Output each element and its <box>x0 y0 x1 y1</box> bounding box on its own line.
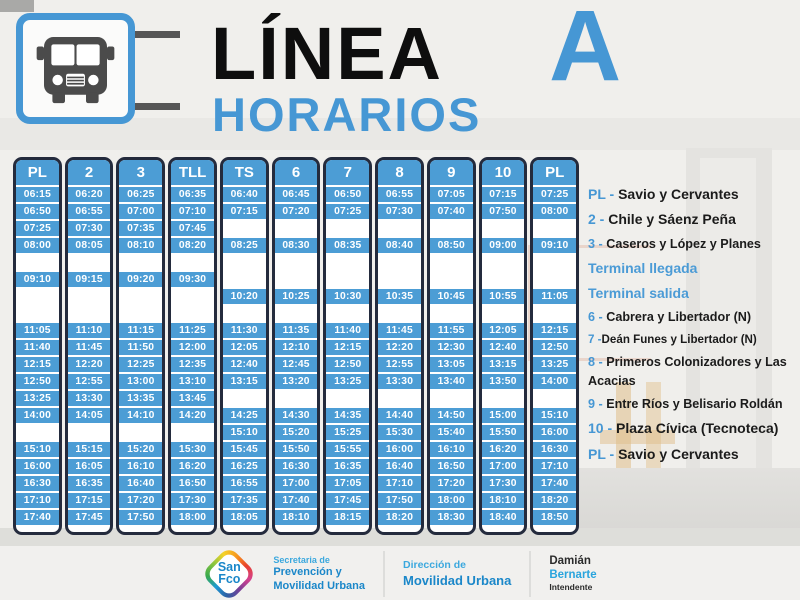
empty-cell <box>482 391 525 406</box>
time-cell: 06:55 <box>68 204 111 219</box>
time-cell: 09:30 <box>171 272 214 287</box>
legend-item: 8 - Primeros Colonizadores y Las Acacias <box>588 355 787 388</box>
legend-stop-name: Deán Funes y Libertador (N) <box>601 332 757 346</box>
time-cell: 07:00 <box>119 204 162 219</box>
timetable <box>13 157 579 535</box>
timetable-column-9-8 <box>427 157 476 535</box>
column-header: PL <box>533 160 576 187</box>
empty-cell <box>533 391 576 406</box>
legend-item: 9 - Entre Ríos y Belisario Roldán <box>588 396 783 411</box>
time-cell: 13:50 <box>482 374 525 389</box>
time-cell: 10:25 <box>275 289 318 304</box>
time-cell: 11:05 <box>16 323 59 338</box>
legend-stop-key: 3 <box>588 236 596 251</box>
time-cell: 06:40 <box>223 187 266 202</box>
legend-stop-name: Chile y Sáenz Peña <box>608 211 736 228</box>
column-header: 7 <box>326 160 369 187</box>
time-cell: 16:50 <box>171 476 214 491</box>
legend-item: 10 - Plaza Cívica (Tecnoteca) <box>588 420 779 437</box>
column-header: 3 <box>119 160 162 187</box>
legend-stop-name: Savio y Cervantes <box>618 186 739 202</box>
time-cell: 13:30 <box>378 374 421 389</box>
time-cell: 15:50 <box>482 425 525 440</box>
time-cell: 15:25 <box>326 425 369 440</box>
timetable-column-tll-3 <box>168 157 217 535</box>
time-cell: 18:20 <box>533 493 576 508</box>
time-cell: 14:00 <box>16 408 59 423</box>
empty-cell <box>326 391 369 406</box>
empty-cell <box>275 255 318 270</box>
legend-item: Terminal llegada <box>588 259 698 276</box>
timetable-column-10-9 <box>479 157 528 535</box>
person-role: Intendente <box>549 582 593 593</box>
empty-cell <box>533 306 576 321</box>
time-cell: 16:00 <box>378 442 421 457</box>
time-cell: 06:55 <box>378 187 421 202</box>
time-cell: 07:25 <box>16 221 59 236</box>
empty-cell <box>275 391 318 406</box>
time-cell: 15:10 <box>223 425 266 440</box>
empty-cell <box>482 221 525 236</box>
timetable-column-8-7 <box>375 157 424 535</box>
time-cell: 17:45 <box>326 493 369 508</box>
time-cell: 17:40 <box>16 510 59 525</box>
time-cell: 08:35 <box>326 238 369 253</box>
time-cell: 12:00 <box>171 340 214 355</box>
column-header: 10 <box>482 160 525 187</box>
time-cell: 16:50 <box>430 459 473 474</box>
time-cell: 17:00 <box>275 476 318 491</box>
empty-cell <box>223 391 266 406</box>
time-cell: 06:50 <box>326 187 369 202</box>
legend-stop-key: 9 <box>588 396 596 411</box>
time-cell: 06:35 <box>171 187 214 202</box>
time-cell: 12:15 <box>16 357 59 372</box>
legend-item: 7 -Deán Funes y Libertador (N) <box>588 332 757 346</box>
time-cell: 13:15 <box>482 357 525 372</box>
time-cell: 16:40 <box>378 459 421 474</box>
time-cell: 16:05 <box>68 459 111 474</box>
timetable-column-pl-10 <box>530 157 579 535</box>
legend-stop-name: Primeros Colonizadores y Las Acacias <box>588 355 787 388</box>
column-header: TLL <box>171 160 214 187</box>
timetable-column-2-1 <box>65 157 114 535</box>
time-cell: 07:25 <box>326 204 369 219</box>
timetable-column-6-5 <box>272 157 321 535</box>
time-cell: 18:10 <box>482 493 525 508</box>
intendente-block <box>549 554 596 595</box>
time-cell: 17:20 <box>119 493 162 508</box>
time-cell: 11:25 <box>171 323 214 338</box>
time-cell: 12:55 <box>378 357 421 372</box>
time-cell: 12:05 <box>482 323 525 338</box>
empty-cell <box>378 272 421 287</box>
legend-stop-key: 2 <box>588 211 596 228</box>
time-cell: 11:40 <box>16 340 59 355</box>
time-cell: 17:00 <box>482 459 525 474</box>
empty-cell <box>16 306 59 321</box>
time-cell: 11:15 <box>119 323 162 338</box>
time-cell: 07:20 <box>275 204 318 219</box>
time-cell: 15:20 <box>119 442 162 457</box>
legend-stop-name: Savio y Cervantes <box>618 445 739 462</box>
time-cell: 06:45 <box>275 187 318 202</box>
column-header: 8 <box>378 160 421 187</box>
time-cell: 08:50 <box>430 238 473 253</box>
time-cell: 14:50 <box>430 408 473 423</box>
time-cell: 09:10 <box>533 238 576 253</box>
time-cell: 16:55 <box>223 476 266 491</box>
column-header: TS <box>223 160 266 187</box>
timetable-column-ts-4 <box>220 157 269 535</box>
time-cell: 17:40 <box>275 493 318 508</box>
empty-cell <box>223 221 266 236</box>
time-cell: 06:25 <box>119 187 162 202</box>
time-cell: 18:00 <box>171 510 214 525</box>
time-cell: 14:40 <box>378 408 421 423</box>
time-cell: 08:10 <box>119 238 162 253</box>
empty-cell <box>378 221 421 236</box>
line-letter: A <box>549 0 622 102</box>
time-cell: 15:30 <box>378 425 421 440</box>
empty-cell <box>326 306 369 321</box>
time-cell: 10:20 <box>223 289 266 304</box>
time-cell: 17:50 <box>378 493 421 508</box>
time-cell: 17:10 <box>533 459 576 474</box>
time-cell: 18:15 <box>326 510 369 525</box>
time-cell: 16:00 <box>533 425 576 440</box>
time-cell: 15:10 <box>16 442 59 457</box>
time-cell: 16:35 <box>68 476 111 491</box>
time-cell: 17:10 <box>378 476 421 491</box>
time-cell: 12:15 <box>326 340 369 355</box>
time-cell: 15:30 <box>171 442 214 457</box>
empty-cell <box>275 272 318 287</box>
legend-stop-name: Cabrera y Libertador (N) <box>606 310 752 325</box>
time-cell: 16:10 <box>430 442 473 457</box>
empty-cell <box>533 272 576 287</box>
time-cell: 10:30 <box>326 289 369 304</box>
time-cell: 07:50 <box>482 204 525 219</box>
time-cell: 13:05 <box>430 357 473 372</box>
sign-mount-bar <box>133 31 180 38</box>
timetable-column-7-6 <box>323 157 372 535</box>
time-cell: 07:05 <box>430 187 473 202</box>
legend <box>588 184 796 469</box>
empty-cell <box>68 289 111 304</box>
bus-sign <box>16 13 135 124</box>
direccion-block <box>403 559 511 588</box>
empty-cell <box>68 425 111 440</box>
time-cell: 12:35 <box>171 357 214 372</box>
time-cell: 14:30 <box>275 408 318 423</box>
legend-item: 3 - Caseros y López y Planes <box>588 236 761 251</box>
time-cell: 14:10 <box>119 408 162 423</box>
person-name2: Bernarte <box>549 569 597 582</box>
time-cell: 12:25 <box>119 357 162 372</box>
empty-cell <box>223 306 266 321</box>
time-cell: 07:10 <box>171 204 214 219</box>
timetable-column-pl-0 <box>13 157 62 535</box>
empty-cell <box>223 272 266 287</box>
time-cell: 17:50 <box>119 510 162 525</box>
time-cell: 17:45 <box>68 510 111 525</box>
empty-cell <box>378 391 421 406</box>
empty-cell <box>430 255 473 270</box>
time-cell: 10:55 <box>482 289 525 304</box>
legend-item: PL - Savio y Cervantes <box>588 445 739 462</box>
time-cell: 06:20 <box>68 187 111 202</box>
time-cell: 18:40 <box>482 510 525 525</box>
empty-cell <box>533 221 576 236</box>
time-cell: 07:15 <box>223 204 266 219</box>
time-cell: 14:20 <box>171 408 214 423</box>
empty-cell <box>171 306 214 321</box>
time-cell: 16:20 <box>171 459 214 474</box>
empty-cell <box>275 221 318 236</box>
time-cell: 09:20 <box>119 272 162 287</box>
time-cell: 12:50 <box>16 374 59 389</box>
time-cell: 08:20 <box>171 238 214 253</box>
legend-stop-name: Caseros y López y Planes <box>606 236 761 251</box>
time-cell: 09:00 <box>482 238 525 253</box>
org1-line1: Secretaria de <box>273 555 330 566</box>
time-cell: 15:55 <box>326 442 369 457</box>
column-header: 9 <box>430 160 473 187</box>
time-cell: 18:20 <box>378 510 421 525</box>
time-cell: 17:10 <box>16 493 59 508</box>
time-cell: 16:00 <box>16 459 59 474</box>
time-cell: 07:25 <box>533 187 576 202</box>
time-cell: 08:05 <box>68 238 111 253</box>
column-header: PL <box>16 160 59 187</box>
time-cell: 13:30 <box>68 391 111 406</box>
time-cell: 17:15 <box>68 493 111 508</box>
legend-item: Terminal salida <box>588 285 689 302</box>
time-cell: 12:50 <box>326 357 369 372</box>
legend-stop-name: Entre Ríos y Belisario Roldán <box>606 396 783 411</box>
time-cell: 16:20 <box>482 442 525 457</box>
empty-cell <box>430 391 473 406</box>
time-cell: 16:40 <box>119 476 162 491</box>
time-cell: 08:00 <box>533 204 576 219</box>
sign-mount-bar <box>133 103 180 110</box>
footer-divider <box>383 551 385 597</box>
time-cell: 16:35 <box>326 459 369 474</box>
time-cell: 17:40 <box>533 476 576 491</box>
time-cell: 07:30 <box>378 204 421 219</box>
empty-cell <box>171 425 214 440</box>
time-cell: 15:10 <box>533 408 576 423</box>
time-cell: 09:10 <box>16 272 59 287</box>
org2-line2: Movilidad Urbana <box>403 573 512 589</box>
time-cell: 11:50 <box>119 340 162 355</box>
time-cell: 13:35 <box>119 391 162 406</box>
time-cell: 16:30 <box>16 476 59 491</box>
time-cell: 16:30 <box>533 442 576 457</box>
time-cell: 17:30 <box>482 476 525 491</box>
empty-cell <box>533 255 576 270</box>
empty-cell <box>16 425 59 440</box>
empty-cell <box>430 272 473 287</box>
time-cell: 10:45 <box>430 289 473 304</box>
time-cell: 14:35 <box>326 408 369 423</box>
time-cell: 11:45 <box>68 340 111 355</box>
time-cell: 18:50 <box>533 510 576 525</box>
time-cell: 13:15 <box>223 374 266 389</box>
time-cell: 18:30 <box>430 510 473 525</box>
legend-item: 2 - Chile y Sáenz Peña <box>588 211 736 228</box>
legend-stop-key: 7 <box>588 332 595 346</box>
time-cell: 12:20 <box>68 357 111 372</box>
empty-cell <box>378 306 421 321</box>
legend-stop-key: 6 <box>588 310 596 325</box>
bus-icon <box>23 20 128 117</box>
empty-cell <box>378 255 421 270</box>
time-cell: 07:30 <box>68 221 111 236</box>
time-cell: 08:40 <box>378 238 421 253</box>
time-cell: 13:00 <box>119 374 162 389</box>
footer-divider <box>529 551 531 597</box>
time-cell: 12:55 <box>68 374 111 389</box>
empty-cell <box>326 272 369 287</box>
empty-cell <box>119 289 162 304</box>
logo-text: San Fco <box>217 560 241 586</box>
legend-stop-key: 10 <box>588 420 604 437</box>
column-header: 6 <box>275 160 318 187</box>
time-cell: 13:10 <box>171 374 214 389</box>
empty-cell <box>326 221 369 236</box>
time-cell: 13:25 <box>326 374 369 389</box>
time-cell: 12:15 <box>533 323 576 338</box>
page-title: LÍNEA <box>211 12 443 95</box>
time-cell: 07:40 <box>430 204 473 219</box>
empty-cell <box>171 255 214 270</box>
empty-cell <box>326 255 369 270</box>
legend-stop-name: Plaza Cívica (Tecnoteca) <box>616 420 779 437</box>
empty-cell <box>16 289 59 304</box>
san-fco-shield-logo <box>203 548 255 600</box>
time-cell: 12:50 <box>533 340 576 355</box>
legend-stop-key: 8 <box>588 355 596 370</box>
time-cell: 13:25 <box>16 391 59 406</box>
page-subtitle: HORARIOS <box>212 88 482 141</box>
time-cell: 10:35 <box>378 289 421 304</box>
time-cell: 06:50 <box>16 204 59 219</box>
empty-cell <box>119 306 162 321</box>
empty-cell <box>223 255 266 270</box>
time-cell: 17:35 <box>223 493 266 508</box>
column-header: 2 <box>68 160 111 187</box>
time-cell: 08:25 <box>223 238 266 253</box>
empty-cell <box>68 306 111 321</box>
time-cell: 11:55 <box>430 323 473 338</box>
time-cell: 18:00 <box>430 493 473 508</box>
org1-line3: Movilidad Urbana <box>273 579 365 592</box>
time-cell: 15:15 <box>68 442 111 457</box>
time-cell: 08:00 <box>16 238 59 253</box>
time-cell: 11:10 <box>68 323 111 338</box>
time-cell: 15:50 <box>275 442 318 457</box>
time-cell: 13:45 <box>171 391 214 406</box>
person-name1: Damián <box>549 554 591 567</box>
time-cell: 13:40 <box>430 374 473 389</box>
time-cell: 15:40 <box>430 425 473 440</box>
time-cell: 17:20 <box>430 476 473 491</box>
time-cell: 08:30 <box>275 238 318 253</box>
empty-cell <box>430 306 473 321</box>
time-cell: 11:45 <box>378 323 421 338</box>
legend-item: PL - Savio y Cervantes <box>588 186 739 202</box>
legend-stop-key: PL <box>588 445 606 462</box>
org2-line1: Dirección de <box>403 559 467 572</box>
time-cell: 12:40 <box>223 357 266 372</box>
time-cell: 17:30 <box>171 493 214 508</box>
time-cell: 14:00 <box>533 374 576 389</box>
org1-line2: Prevención y <box>273 566 342 579</box>
background-shelf-strip <box>0 0 34 12</box>
time-cell: 15:20 <box>275 425 318 440</box>
time-cell: 16:25 <box>223 459 266 474</box>
secretaria-block <box>273 555 365 593</box>
empty-cell <box>482 255 525 270</box>
empty-cell <box>275 306 318 321</box>
time-cell: 12:40 <box>482 340 525 355</box>
time-cell: 07:45 <box>171 221 214 236</box>
time-cell: 12:20 <box>378 340 421 355</box>
time-cell: 12:45 <box>275 357 318 372</box>
timetable-column-3-2 <box>116 157 165 535</box>
time-cell: 12:30 <box>430 340 473 355</box>
empty-cell <box>171 289 214 304</box>
legend-stop-key: PL <box>588 186 606 202</box>
time-cell: 16:30 <box>275 459 318 474</box>
empty-cell <box>430 221 473 236</box>
footer <box>0 548 800 600</box>
time-cell: 13:20 <box>275 374 318 389</box>
time-cell: 18:05 <box>223 510 266 525</box>
time-cell: 06:15 <box>16 187 59 202</box>
time-cell: 12:10 <box>275 340 318 355</box>
empty-cell <box>16 255 59 270</box>
time-cell: 15:45 <box>223 442 266 457</box>
time-cell: 11:05 <box>533 289 576 304</box>
time-cell: 07:15 <box>482 187 525 202</box>
empty-cell <box>482 272 525 287</box>
time-cell: 07:35 <box>119 221 162 236</box>
time-cell: 12:05 <box>223 340 266 355</box>
time-cell: 14:05 <box>68 408 111 423</box>
time-cell: 17:05 <box>326 476 369 491</box>
empty-cell <box>119 255 162 270</box>
time-cell: 09:15 <box>68 272 111 287</box>
time-cell: 16:10 <box>119 459 162 474</box>
time-cell: 11:40 <box>326 323 369 338</box>
empty-cell <box>482 306 525 321</box>
empty-cell <box>68 255 111 270</box>
time-cell: 18:10 <box>275 510 318 525</box>
empty-cell <box>119 425 162 440</box>
time-cell: 14:25 <box>223 408 266 423</box>
time-cell: 15:00 <box>482 408 525 423</box>
time-cell: 13:25 <box>533 357 576 372</box>
legend-item: 6 - Cabrera y Libertador (N) <box>588 310 752 325</box>
time-cell: 11:35 <box>275 323 318 338</box>
time-cell: 11:30 <box>223 323 266 338</box>
